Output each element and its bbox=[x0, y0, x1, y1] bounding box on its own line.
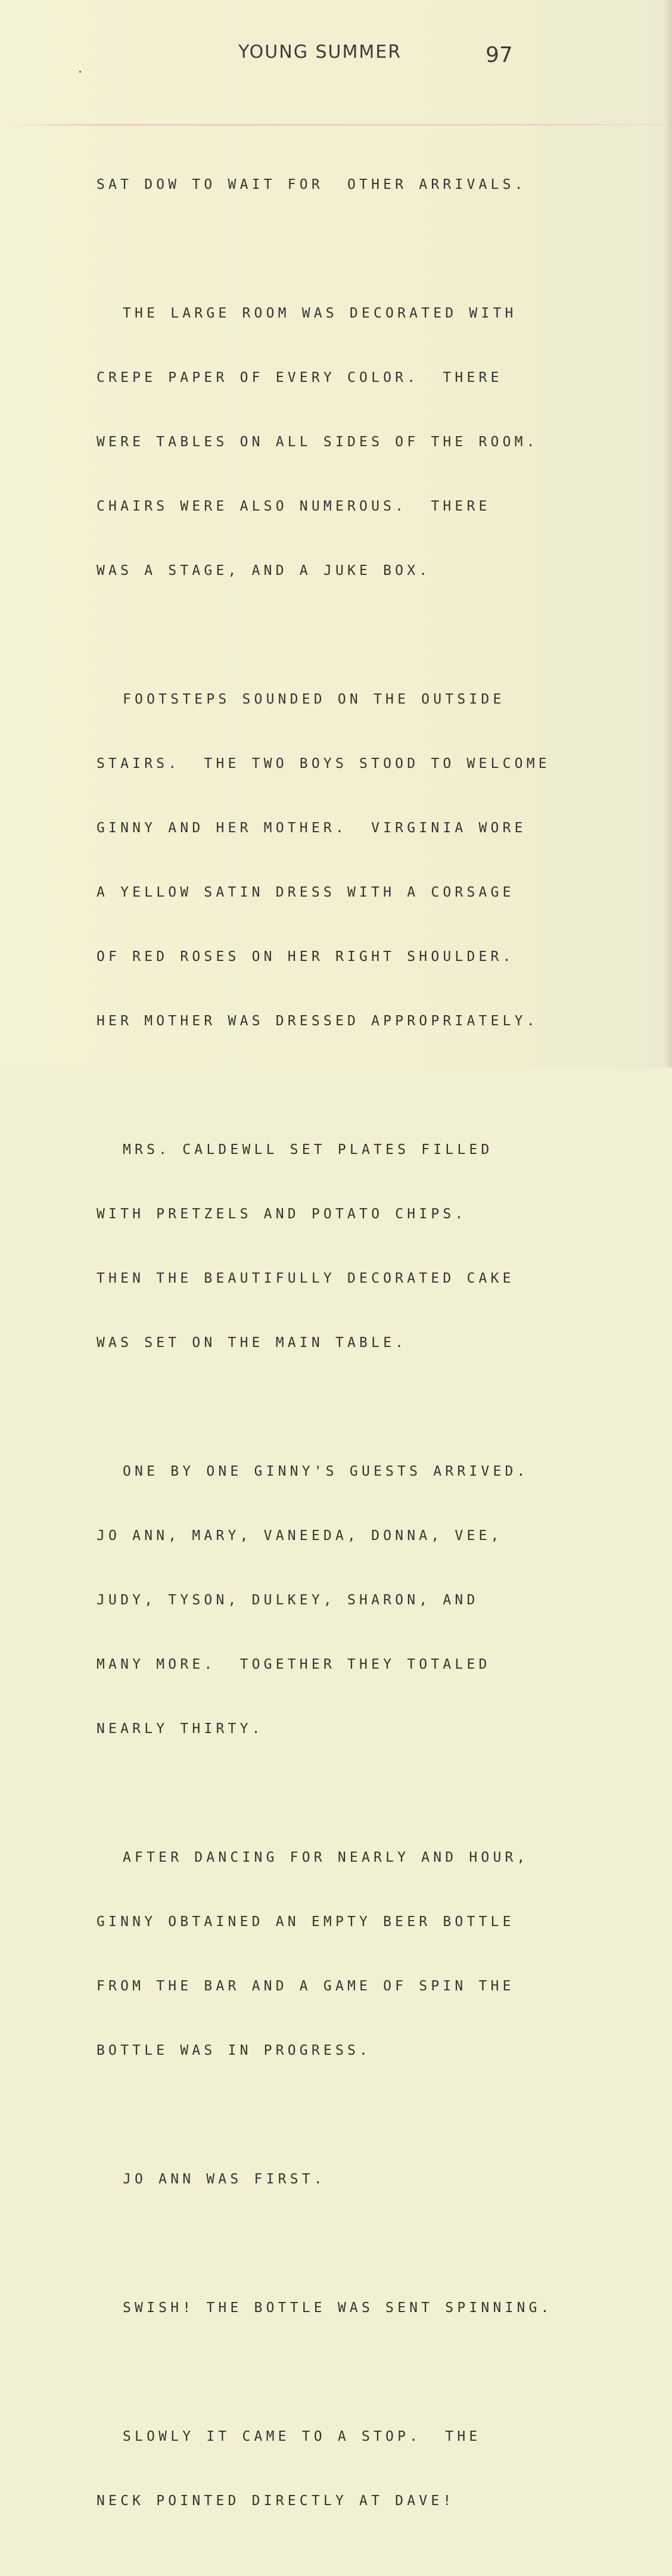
page-edge-shadow bbox=[664, 0, 672, 1068]
text-line: CREPE PAPER OF EVERY COLOR. THERE bbox=[97, 370, 503, 385]
text-line: CHAIRS WERE ALSO NUMEROUS. THERE bbox=[97, 499, 491, 514]
paragraph-9 bbox=[97, 2383, 609, 2555]
text-line: MRS. CALDEWLL SET PLATES FILLED bbox=[123, 1142, 493, 1158]
text-line: WAS SET ON THE MAIN TABLE. bbox=[97, 1335, 407, 1351]
text-line: WITH PRETZELS AND POTATO CHIPS. bbox=[97, 1206, 467, 1222]
text-line: MANY MORE. TOGETHER THEY TOTALED bbox=[97, 1657, 491, 1672]
text-line: THEN THE BEAUTIFULLY DECORATED CAKE bbox=[97, 1271, 515, 1286]
paragraph-3 bbox=[97, 646, 609, 1075]
text-line: NECK POINTED DIRECTLY AT DAVE! bbox=[97, 2493, 455, 2509]
text-line: FOOTSTEPS SOUNDED ON THE OUTSIDE bbox=[123, 692, 505, 707]
text-line: JO ANN, MARY, VANEEDA, DONNA, VEE, bbox=[97, 1528, 503, 1544]
text-line: WERE TABLES ON ALL SIDES OF THE ROOM. bbox=[97, 434, 539, 450]
page-number: 97 bbox=[486, 43, 513, 67]
paragraph-4 bbox=[97, 1096, 609, 1396]
text-line: BOTTLE WAS IN PROGRESS. bbox=[97, 2043, 372, 2058]
text-line: OF RED ROSES ON HER RIGHT SHOULDER. bbox=[97, 949, 515, 965]
text-line: SLOWLY IT CAME TO A STOP. THE bbox=[123, 2429, 481, 2444]
margin-mark bbox=[79, 71, 81, 73]
text-line: GINNY OBTAINED AN EMPTY BEER BOTTLE bbox=[97, 1914, 515, 1930]
text-line: ONE BY ONE GINNY'S GUESTS ARRIVED. bbox=[123, 1464, 529, 1479]
running-header-title: YOUNG SUMMER bbox=[238, 42, 402, 63]
text-line: A YELLOW SATIN DRESS WITH A CORSAGE bbox=[97, 885, 515, 900]
body-text bbox=[97, 131, 609, 2576]
paragraph-7 bbox=[97, 2126, 609, 2233]
text-line: GINNY AND HER MOTHER. VIRGINIA WORE bbox=[97, 820, 527, 836]
text-line: NEARLY THIRTY. bbox=[97, 1721, 264, 1737]
paragraph-5 bbox=[97, 1418, 609, 1782]
text-line: THE LARGE ROOM WAS DECORATED WITH bbox=[123, 306, 517, 321]
text-line: SWISH! THE BOTTLE WAS SENT SPINNING. bbox=[123, 2300, 553, 2316]
paragraph-8 bbox=[97, 2254, 609, 2362]
text-line: JO ANN WAS FIRST. bbox=[123, 2171, 326, 2187]
text-line: AFTER DANCING FOR NEARLY AND HOUR, bbox=[123, 1850, 529, 1865]
text-line: STAIRS. THE TWO BOYS STOOD TO WELCOME bbox=[97, 756, 550, 771]
text-line: WAS A STAGE, AND A JUKE BOX. bbox=[97, 563, 431, 578]
paragraph-6 bbox=[97, 1804, 609, 2104]
text-line: JUDY, TYSON, DULKEY, SHARON, AND bbox=[97, 1592, 479, 1608]
paragraph-1 bbox=[97, 131, 609, 238]
text-line: SAT DOW TO WAIT FOR OTHER ARRIVALS. bbox=[97, 177, 527, 192]
paragraph-2 bbox=[97, 260, 609, 624]
text-line: FROM THE BAR AND A GAME OF SPIN THE bbox=[97, 1978, 515, 1994]
text-line: HER MOTHER WAS DRESSED APPROPRIATELY. bbox=[97, 1013, 539, 1029]
pink-margin-rule bbox=[0, 124, 672, 126]
